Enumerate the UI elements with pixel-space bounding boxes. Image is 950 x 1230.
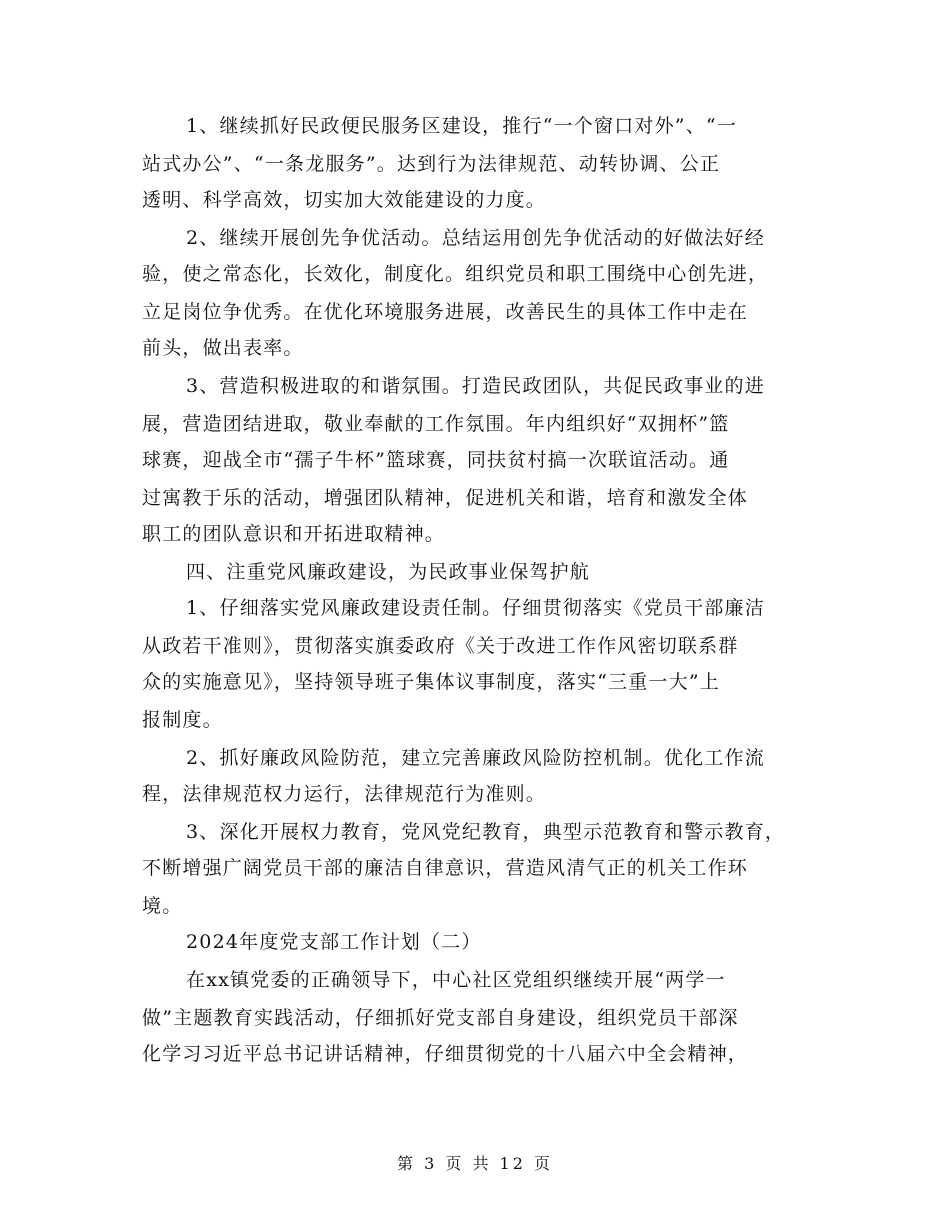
paragraph-line: 过寓教于乐的活动，增强团队精神，促进机关和谐，培育和激发全体 bbox=[142, 487, 749, 509]
paragraph-line: 2、继续开展创先争优活动。总结运用创先争优活动的好做法好经 bbox=[186, 227, 765, 249]
paragraph-line: 众的实施意见》，坚持领导班子集体议事制度，落实“三重一大”上 bbox=[142, 671, 720, 693]
paragraph-line: 2、抓好廉政风险防范，建立完善廉政风险防控机制。优化工作流 bbox=[186, 747, 765, 769]
paragraph-line: 境。 bbox=[142, 895, 183, 917]
paragraph-line: 前头，做出表率。 bbox=[142, 337, 304, 359]
paragraph-line: 化学习习近平总书记讲话精神，仔细贯彻党的十八届六中全会精神， bbox=[142, 1043, 749, 1065]
paragraph-line: 展，营造团结进取，敬业奉献的工作氛围。年内组织好“双拥杯”篮 bbox=[142, 413, 730, 435]
paragraph-line: 1、仔细落实党风廉政建设责任制。仔细贯彻落实《党员干部廉洁 bbox=[186, 597, 765, 619]
paragraph-line: 从政若干准则》，贯彻落实旗委政府《关于改进工作作风密切联系群 bbox=[142, 635, 739, 657]
section-heading: 四、注重党风廉政建设，为民政事业保驾护航 bbox=[186, 561, 591, 583]
paragraph-line: 3、营造积极进取的和谐氛围。打造民政团队，共促民政事业的进 bbox=[186, 375, 765, 397]
paragraph-line: 站式办公”、“一条龙服务”。达到行为法律规范、动转协调、公正 bbox=[142, 153, 721, 175]
paragraph-line: 做”主题教育实践活动，仔细抓好党支部自身建设，组织党员干部深 bbox=[142, 1007, 739, 1029]
paragraph-line: 1、继续抓好民政便民服务区建设，推行“一个窗口对外”、“一 bbox=[186, 115, 738, 137]
paragraph-line: 验，使之常态化，长效化，制度化。组织党员和职工围绕中心创先进， bbox=[142, 263, 769, 285]
paragraph-line: 球赛，迎战全市“孺子牛杯”篮球赛，同扶贫村搞一次联谊活动。通 bbox=[142, 449, 730, 471]
paragraph-line: 立足岗位争优秀。在优化环境服务进展，改善民生的具体工作中走在 bbox=[142, 301, 749, 323]
paragraph-line: 报制度。 bbox=[142, 709, 223, 731]
page-number-footer: 第 3 页 共 12 页 bbox=[397, 1154, 553, 1173]
paragraph-line: 在xx镇党委的正确领导下，中心社区党组织继续开展“两学一 bbox=[186, 969, 726, 991]
paragraph-line: 程，法律规范权力运行，法律规范行为准则。 bbox=[142, 783, 547, 805]
paragraph-line: 职工的团队意识和开拓进取精神。 bbox=[142, 523, 446, 545]
document-title: 2024年度党支部工作计划（二） bbox=[186, 931, 482, 953]
paragraph-line: 不断增强广阔党员干部的廉洁自律意识，营造风清气正的机关工作环 bbox=[142, 857, 749, 879]
paragraph-line: 透明、科学高效，切实加大效能建设的力度。 bbox=[142, 189, 547, 211]
paragraph-line: 3、深化开展权力教育，党风党纪教育，典型示范教育和警示教育， bbox=[186, 821, 786, 843]
